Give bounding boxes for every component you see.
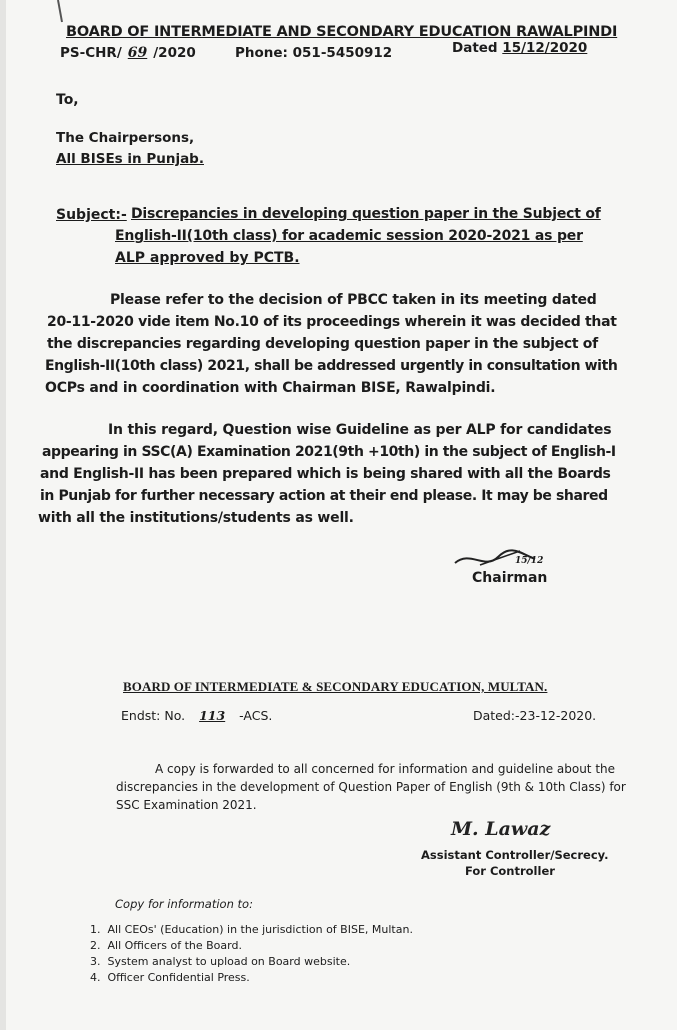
para2-line-4: in Punjab for further necessary action at their end please. It may be shared (40, 488, 608, 504)
to-label: To, (56, 92, 79, 108)
para2-line-3: and English-II has been prepared which is being shared with all the Boards (40, 466, 611, 482)
signature-date: 15/12 (515, 556, 544, 566)
signatory-chairman: Chairman (472, 570, 548, 586)
addressee-line-1: The Chairpersons, (56, 130, 195, 146)
para1-line-1: Please refer to the decision of PBCC taken in its meeting dated (110, 292, 597, 308)
ref-year: /2020 (153, 45, 196, 61)
letter2-body-line-1: A copy is forwarded to all concerned for information and guideline about the (155, 762, 616, 776)
endst-label: Endst: No. (121, 708, 186, 723)
copy-list-item: 4. Officer Confidential Press. (90, 971, 250, 984)
signatory-line-2: For Controller (465, 864, 555, 878)
para1-line-4: English-II(10th class) 2021, shall be addressed urgently in consultation with (45, 358, 618, 374)
letter1-phone: Phone: 051-5450912 (235, 45, 393, 61)
para2-line-1: In this regard, Question wise Guideline as per ALP for candidates (108, 422, 612, 438)
para1-line-3: the discrepancies regarding developing question paper in the subject of (47, 336, 598, 352)
copy-item-text: Officer Confidential Press. (107, 971, 250, 984)
letter2-dated: Dated:-23-12-2020. (473, 708, 597, 723)
letter2-body-line-3: SSC Examination 2021. (116, 798, 257, 812)
para2-line-5: with all the institutions/students as well. (38, 510, 354, 526)
ref-prefix: PS-CHR/ (60, 45, 122, 61)
letter2-body-line-2: discrepancies in the development of Question Paper of English (9th & 10th Class) for (116, 780, 626, 794)
signatory-line-1: Assistant Controller/Secrecy. (421, 848, 609, 862)
subject-line-2: English-II(10th class) for academic session 2020-2021 as per (115, 228, 583, 244)
endst-number: 113 (199, 708, 226, 723)
copy-item-text: All CEOs' (Education) in the jurisdiction of BISE, Multan. (107, 923, 413, 936)
letter2-signature: M. Lawaz (451, 818, 551, 840)
letter2-board-heading: BOARD OF INTERMEDIATE & SECONDARY EDUCATION, MULTAN. (123, 679, 548, 694)
para1-line-5: OCPs and in coordination with Chairman BISE, Rawalpindi. (45, 380, 496, 396)
copy-list (90, 922, 413, 986)
para2-line-2: appearing in SSC(A) Examination 2021(9th +10th) in the subject of English-I (42, 444, 616, 460)
subject-line-1: Discrepancies in developing question paper in the Subject of (131, 206, 601, 222)
endst-suffix: -ACS. (239, 708, 273, 723)
copy-item-text: System analyst to upload on Board website. (107, 955, 351, 968)
copy-item-text: All Officers of the Board. (107, 939, 242, 952)
para1-line-2: 20-11-2020 vide item No.10 of its proceedings wherein it was decided that (47, 314, 617, 330)
copy-list-item: 1. All CEOs' (Education) in the jurisdiction of BISE, Multan. (90, 923, 413, 936)
letter1-board-heading: BOARD OF INTERMEDIATE AND SECONDARY EDUCATION RAWALPINDI (66, 24, 618, 40)
dated-value: 15/12/2020 (502, 40, 588, 56)
copy-list-item: 3. System analyst to upload on Board website. (90, 955, 351, 968)
ref-number: 69 (127, 45, 148, 61)
copy-label: Copy for information to: (115, 897, 253, 911)
subject-label: Subject:- (56, 207, 127, 223)
dated-label: Dated (452, 40, 498, 56)
copy-list-item: 2. All Officers of the Board. (90, 939, 242, 952)
letter1-reference (60, 45, 196, 61)
addressee-line-2: All BISEs in Punjab. (56, 151, 204, 167)
endst-block (121, 707, 272, 725)
letter1-dated (452, 40, 587, 56)
subject-line-3: ALP approved by PCTB. (115, 250, 300, 266)
